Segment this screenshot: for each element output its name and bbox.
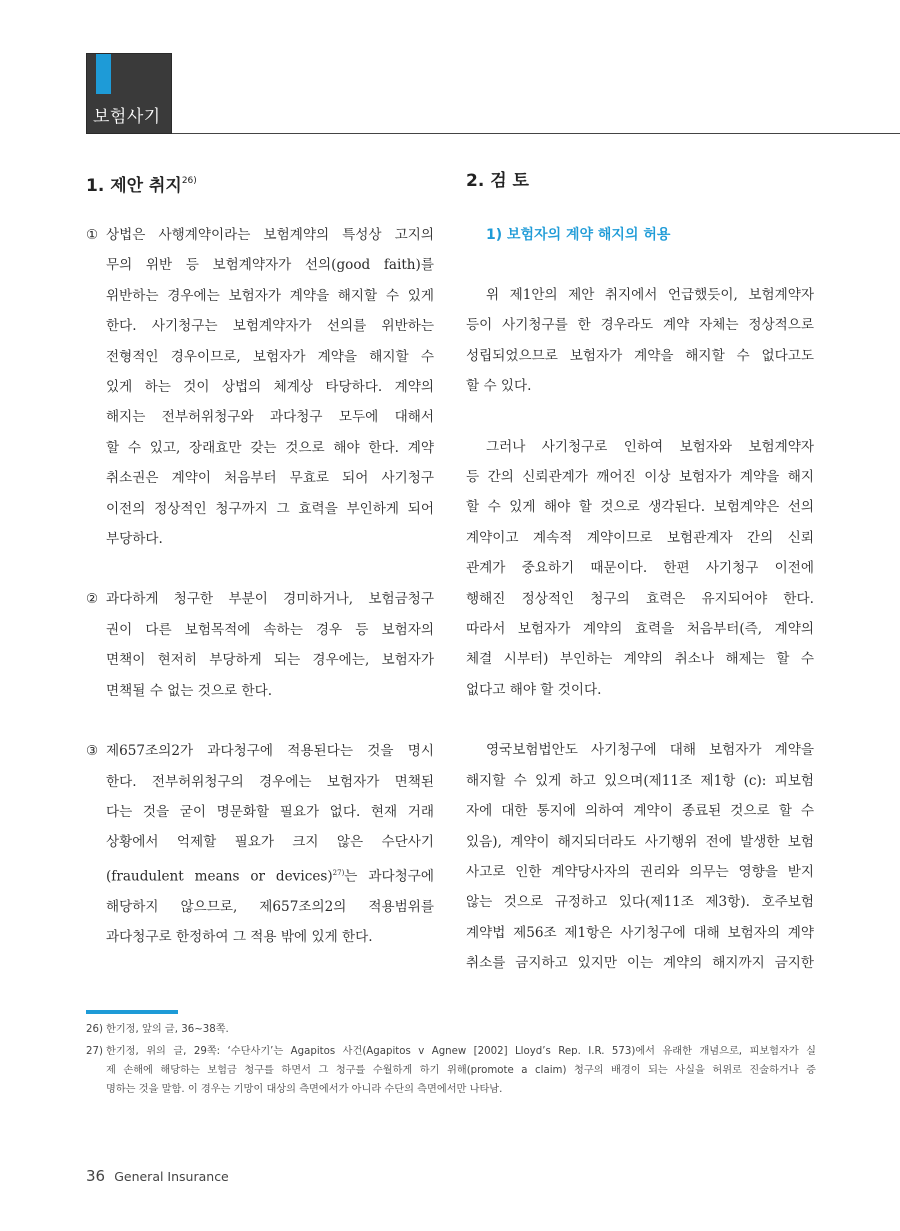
text-line: 계약법 제56조 제1항은 사기청구에 대해 보험자의 계약	[466, 924, 814, 941]
item-number: ③	[86, 743, 99, 760]
header-rule	[172, 133, 900, 134]
left-heading: 1. 제안 취지$^{26)}$	[86, 176, 197, 196]
text-line: 성립되었으므로 보험자가 계약을 해지할 수 없다고도	[466, 347, 814, 364]
proposal-item-1	[86, 220, 434, 554]
text-line: 등이 사기청구를 한 경우라도 계약 자체는 정상적으로	[466, 317, 814, 334]
review-paragraph-3	[466, 735, 814, 978]
text-line: 상법은 사행계약이라는 보험계약의 특성상 고지의	[106, 227, 434, 243]
text-line: 한다. 전부허위청구의 경우에는 보험자가 면책된	[106, 773, 434, 790]
proposal-item-3	[86, 736, 434, 952]
text-line: 면책될 수 없는 것으로 한다.	[106, 682, 273, 699]
text-line: 해지할 수 있게 하고 있으며(제11조 제1항 (c): 피보험	[466, 772, 814, 789]
page-number: 36	[86, 1167, 106, 1185]
text-line: 할 수 있다.	[466, 378, 532, 395]
text-line: 행해진 정상적인 청구의 효력은 유지되어야 한다.	[466, 590, 814, 607]
text-line: 있음), 계약이 해지되더라도 사기행위 전에 발생한 보험	[466, 833, 814, 850]
footnote-number: 26)	[86, 1024, 103, 1035]
text-line: 과다하게 청구한 부분이 경미하거나, 보험금청구	[106, 591, 434, 608]
text-line: 과다청구로 한정하여 그 적용 밖에 있게 한다.	[106, 929, 373, 946]
review-paragraph-1	[466, 280, 814, 402]
text-line: 제 손해에 해당하는 보험금 청구를 하면서 그 청구를 수월하게 하기 위해(promote a claim) 청구의 배경이 되는 사실을 허위로 진술하거나 증	[106, 1065, 816, 1076]
footnote-rule	[86, 1010, 178, 1014]
item-body	[106, 220, 434, 554]
right-column	[466, 168, 814, 979]
text-line: 한기정, 위의 글, 29쪽: ‘수단사기’는 Agapitos 사건(Agapitos v Agnew [2002] Lloyd’s Rep. I.R. 573)에서 유래한 개념으로, 피보험자가 실	[106, 1046, 816, 1057]
text-line: 해당하지 않으므로, 제657조의2의 적용범위를	[106, 898, 434, 915]
right-heading: 2. 검 토	[466, 171, 529, 191]
text-line: 위반하는 경우에는 보험자가 계약을 해지할 수 있게	[106, 287, 434, 304]
text-line: 그러나 사기청구로 인하여 보험자와 보험계약자	[486, 438, 814, 455]
section-label: 보험사기	[93, 107, 161, 127]
text-line: 따라서 보험자가 계약의 효력을 처음부터(즉, 계약의	[466, 621, 814, 638]
text-line: (fraudulent means or devices)$^{27)}$는 과다청구에	[106, 868, 434, 885]
footnote-text	[106, 1020, 816, 1039]
text-line: 있게 하는 것이 상법의 체계상 타당하다. 계약의	[106, 379, 434, 396]
text-line: 한기정, 앞의 글, 36~38쪽.	[106, 1024, 229, 1035]
text-line: 권이 다른 보험목적에 속하는 경우 등 보험자의	[106, 621, 434, 638]
text-line: 상황에서 억제할 필요가 크지 않은 수단사기	[106, 834, 434, 851]
text-line: 다는 것을 굳이 명문화할 필요가 없다. 현재 거래	[106, 803, 434, 820]
footnote-26	[86, 1020, 816, 1039]
footnote-number: 27)	[86, 1046, 103, 1057]
footnote-27	[86, 1042, 816, 1099]
subheading: 1) 보험자의 계약 해지의 허용	[486, 227, 671, 243]
text-line: 없다고 해야 할 것이다.	[466, 681, 602, 698]
text-line: 제657조의2가 과다청구에 적용된다는 것을 명시	[106, 743, 434, 760]
text-line: 할 수 있고, 장래효만 갖는 것으로 해야 한다. 계약	[106, 439, 434, 456]
text-line: 영국보험법안도 사기청구에 대해 보험자가 계약을	[486, 742, 814, 759]
text-line: 전형적인 경우이므로, 보험자가 계약을 해지할 수	[106, 348, 434, 365]
footnote-ref-26[interactable]: 26)	[181, 176, 197, 186]
footnotes	[86, 1020, 816, 1102]
section-badge	[86, 53, 172, 134]
text-line: 해지는 전부허위청구와 과다청구 모두에 대해서	[106, 409, 434, 426]
text-line: 관계가 중요하기 때문이다. 한편 사기청구 이전에	[466, 560, 814, 577]
text-line: 위 제1안의 제안 취지에서 언급했듯이, 보험계약자	[486, 287, 814, 303]
publication-name: General Insurance	[114, 1169, 229, 1184]
text-line: 면책이 현저히 부당하게 되는 경우에는, 보험자가	[106, 652, 434, 669]
text-line: 자에 대한 통지에 의하여 계약이 종료된 것으로 할 수	[466, 803, 814, 820]
text-line: 취소를 금지하고 있지만 이는 계약의 해지까지 금지한	[466, 955, 814, 972]
text-line: 부당하다.	[106, 531, 163, 548]
text-line: 한다. 사기청구는 보험계약자가 선의를 위반하는	[106, 318, 434, 335]
text-line: 않는 것으로 규정하고 있다(제11조 제3항). 호주보험	[466, 894, 814, 911]
item-body	[106, 584, 434, 706]
text-line: 체결 시부터) 부인하는 계약의 취소나 해제는 할 수	[466, 651, 814, 668]
text-line: 할 수 있게 해야 할 것으로 생각된다. 보험계약은 선의	[466, 499, 814, 516]
text-line: 사고로 인한 계약당사자의 권리와 의무는 영향을 받지	[466, 863, 814, 880]
review-paragraph-2	[466, 432, 814, 706]
text-line: 등 간의 신뢰관계가 깨어진 이상 보험자가 계약을 해지	[466, 469, 814, 486]
item-number: ②	[86, 591, 99, 608]
text-line: 이전의 정상적인 청구까지 그 효력을 부인하게 되어	[106, 500, 434, 517]
footnote-text	[106, 1042, 816, 1099]
badge-accent-bar	[96, 54, 111, 94]
item-body	[106, 736, 434, 952]
page-footer	[86, 1166, 229, 1185]
text-line: 계약이고 계속적 계약이므로 보험관계자 간의 신뢰	[466, 529, 814, 546]
text-line: 명하는 것을 말함. 이 경우는 기망이 대상의 측면에서가 아니라 수단의 측면에서만 나타남.	[106, 1084, 503, 1095]
text-line: 무의 위반 등 보험계약자가 선의(good faith)를	[106, 257, 434, 274]
left-column	[86, 168, 434, 952]
footnote-ref-27[interactable]: 27)	[332, 868, 345, 877]
text-line: 취소권은 계약이 처음부터 무효로 되어 사기청구	[106, 470, 434, 487]
proposal-item-2	[86, 584, 434, 706]
item-number: ①	[86, 227, 99, 243]
